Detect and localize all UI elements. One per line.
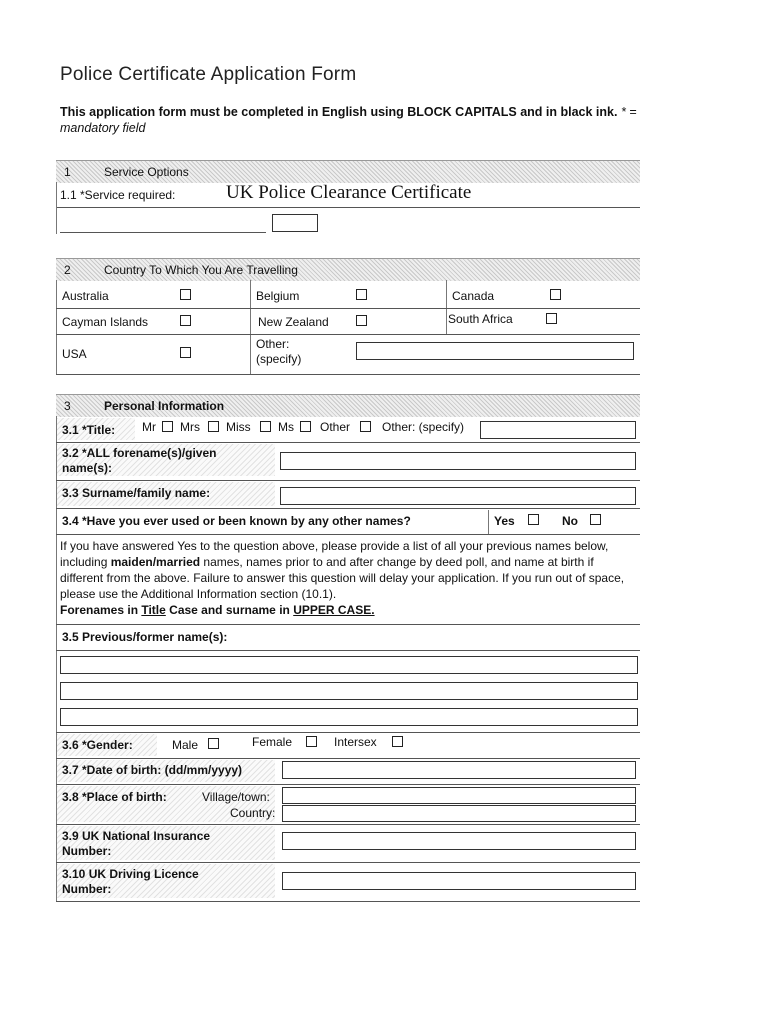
divider: [56, 824, 640, 825]
previous-names-label: 3.5 Previous/former name(s):: [62, 630, 228, 644]
title-mr-checkbox[interactable]: [162, 421, 173, 432]
title-other-checkbox[interactable]: [360, 421, 371, 432]
instructions-bold3: Case and surname in: [165, 603, 294, 617]
title-other-specify-label: Other: (specify): [382, 420, 465, 434]
gender-label: 3.6 *Gender:: [62, 738, 133, 752]
divider: [56, 901, 640, 902]
gender-male-label: Male: [172, 738, 199, 752]
dob-field[interactable]: [282, 761, 636, 779]
country-australia-label: Australia: [62, 289, 109, 303]
divider: [56, 862, 640, 863]
gender-female-checkbox[interactable]: [306, 736, 317, 747]
dl-label: 3.10 UK Driving Licence: [62, 867, 199, 881]
divider: [56, 480, 640, 481]
section-1-title: Service Options: [104, 165, 189, 179]
dl-label-line2: Number:: [62, 882, 112, 896]
surname-label: 3.3 Surname/family name:: [62, 486, 211, 500]
forenames-field[interactable]: [280, 452, 636, 470]
divider: [56, 784, 640, 785]
divider: [56, 280, 57, 374]
previous-name-field-3[interactable]: [60, 708, 638, 726]
intro-text: [60, 104, 660, 136]
divider: [56, 374, 640, 375]
title-miss-checkbox[interactable]: [260, 421, 271, 432]
country-canada-checkbox[interactable]: [550, 289, 561, 300]
section-3-header: [56, 394, 640, 417]
instructions-ul1: Title: [141, 603, 166, 617]
country-south-africa-label: South Africa: [448, 312, 513, 326]
ni-number-field[interactable]: [282, 832, 636, 850]
title-other-label: Other: [320, 420, 351, 434]
service-required-value[interactable]: UK Police Clearance Certificate: [226, 182, 472, 203]
instructions-part2: names, names prior to and after change by deed poll, and name at birth if different from the above. Failure to answer this question will delay your application. If you run out of space, please use the Additional Information section (10.1).: [60, 555, 625, 601]
divider: [56, 732, 640, 733]
mandatory-note: * = mandatory field: [60, 105, 637, 135]
dob-label: 3.7 *Date of birth: (dd/mm/yyyy): [62, 763, 243, 777]
pob-village-field[interactable]: [282, 787, 636, 804]
country-other-field[interactable]: [356, 342, 634, 360]
divider: [56, 758, 640, 759]
other-names-yes-label: Yes: [494, 514, 515, 528]
section-1-header: [56, 160, 640, 183]
country-canada-label: Canada: [452, 289, 495, 303]
section-2-number: 2: [64, 263, 71, 277]
country-australia-checkbox[interactable]: [180, 289, 191, 300]
divider: [250, 280, 251, 374]
ni-label: 3.9 UK National Insurance: [62, 829, 211, 843]
title-other-field[interactable]: [480, 421, 636, 439]
gender-female-label: Female: [252, 735, 293, 749]
country-cayman-checkbox[interactable]: [180, 315, 191, 326]
service-required-label: 1.1 *Service required:: [60, 188, 176, 202]
forenames-label-line2: name(s):: [62, 461, 113, 475]
other-names-question: 3.4 *Have you ever used or been known by any other names?: [62, 514, 411, 528]
divider: [56, 182, 57, 234]
divider: [56, 442, 640, 443]
section-2-header: [56, 258, 640, 281]
section-2-title: Country To Which You Are Travelling: [104, 263, 298, 277]
service-extra-field[interactable]: [272, 214, 318, 232]
other-names-no-checkbox[interactable]: [590, 514, 601, 525]
title-ms-checkbox[interactable]: [300, 421, 311, 432]
divider: [488, 510, 489, 534]
divider: [56, 508, 640, 509]
previous-names-instructions: [60, 538, 635, 618]
section-1-number: 1: [64, 165, 71, 179]
divider: [56, 308, 640, 309]
section-3-title: Personal Information: [104, 399, 225, 413]
title-mr-label: Mr: [142, 420, 156, 434]
gender-male-checkbox[interactable]: [208, 738, 219, 749]
driving-licence-field[interactable]: [282, 872, 636, 890]
divider: [56, 534, 640, 535]
page-title: Police Certificate Application Form: [60, 64, 357, 85]
instructions-ul2: UPPER CASE.: [293, 603, 375, 617]
pob-label: 3.8 *Place of birth:: [62, 790, 167, 804]
previous-name-field-2[interactable]: [60, 682, 638, 700]
divider: [446, 280, 447, 334]
pob-village-label: Village/town:: [202, 790, 270, 804]
surname-field[interactable]: [280, 487, 636, 505]
pob-country-field[interactable]: [282, 805, 636, 822]
country-new-zealand-checkbox[interactable]: [356, 315, 367, 326]
divider: [56, 207, 640, 208]
title-miss-label: Miss: [226, 420, 251, 434]
country-cayman-label: Cayman Islands: [62, 315, 149, 329]
previous-name-field-1[interactable]: [60, 656, 638, 674]
other-names-yes-checkbox[interactable]: [528, 514, 539, 525]
intro-instruction: This application form must be completed in English using BLOCK CAPITALS and in black ink.: [60, 105, 618, 119]
divider: [60, 232, 266, 233]
country-other-label: Other:: [256, 337, 290, 351]
ni-label-line2: Number:: [62, 844, 112, 858]
divider: [56, 650, 640, 651]
title-mrs-label: Mrs: [180, 420, 200, 434]
gender-intersex-checkbox[interactable]: [392, 736, 403, 747]
gender-intersex-label: Intersex: [334, 735, 377, 749]
country-new-zealand-label: New Zealand: [258, 315, 329, 329]
title-mrs-checkbox[interactable]: [208, 421, 219, 432]
title-label: 3.1 *Title:: [62, 423, 116, 437]
title-ms-label: Ms: [278, 420, 294, 434]
country-belgium-label: Belgium: [256, 289, 300, 303]
country-usa-label: USA: [62, 347, 87, 361]
instructions-bold1: maiden/married: [110, 555, 201, 569]
country-usa-checkbox[interactable]: [180, 347, 191, 358]
pob-country-label: Country:: [230, 806, 276, 820]
forenames-label: 3.2 *ALL forename(s)/given: [62, 446, 217, 460]
divider: [56, 624, 640, 625]
instructions-part1: If you have answered Yes to the question above, please provide a list of all your previous names below, including: [60, 539, 609, 569]
section-3-number: 3: [64, 399, 71, 413]
country-south-africa-checkbox[interactable]: [546, 313, 557, 324]
country-belgium-checkbox[interactable]: [356, 289, 367, 300]
instructions-bold2: Forenames in: [60, 603, 142, 617]
country-other-specify-label: (specify): [256, 352, 302, 366]
divider: [56, 334, 640, 335]
other-names-no-label: No: [562, 514, 578, 528]
